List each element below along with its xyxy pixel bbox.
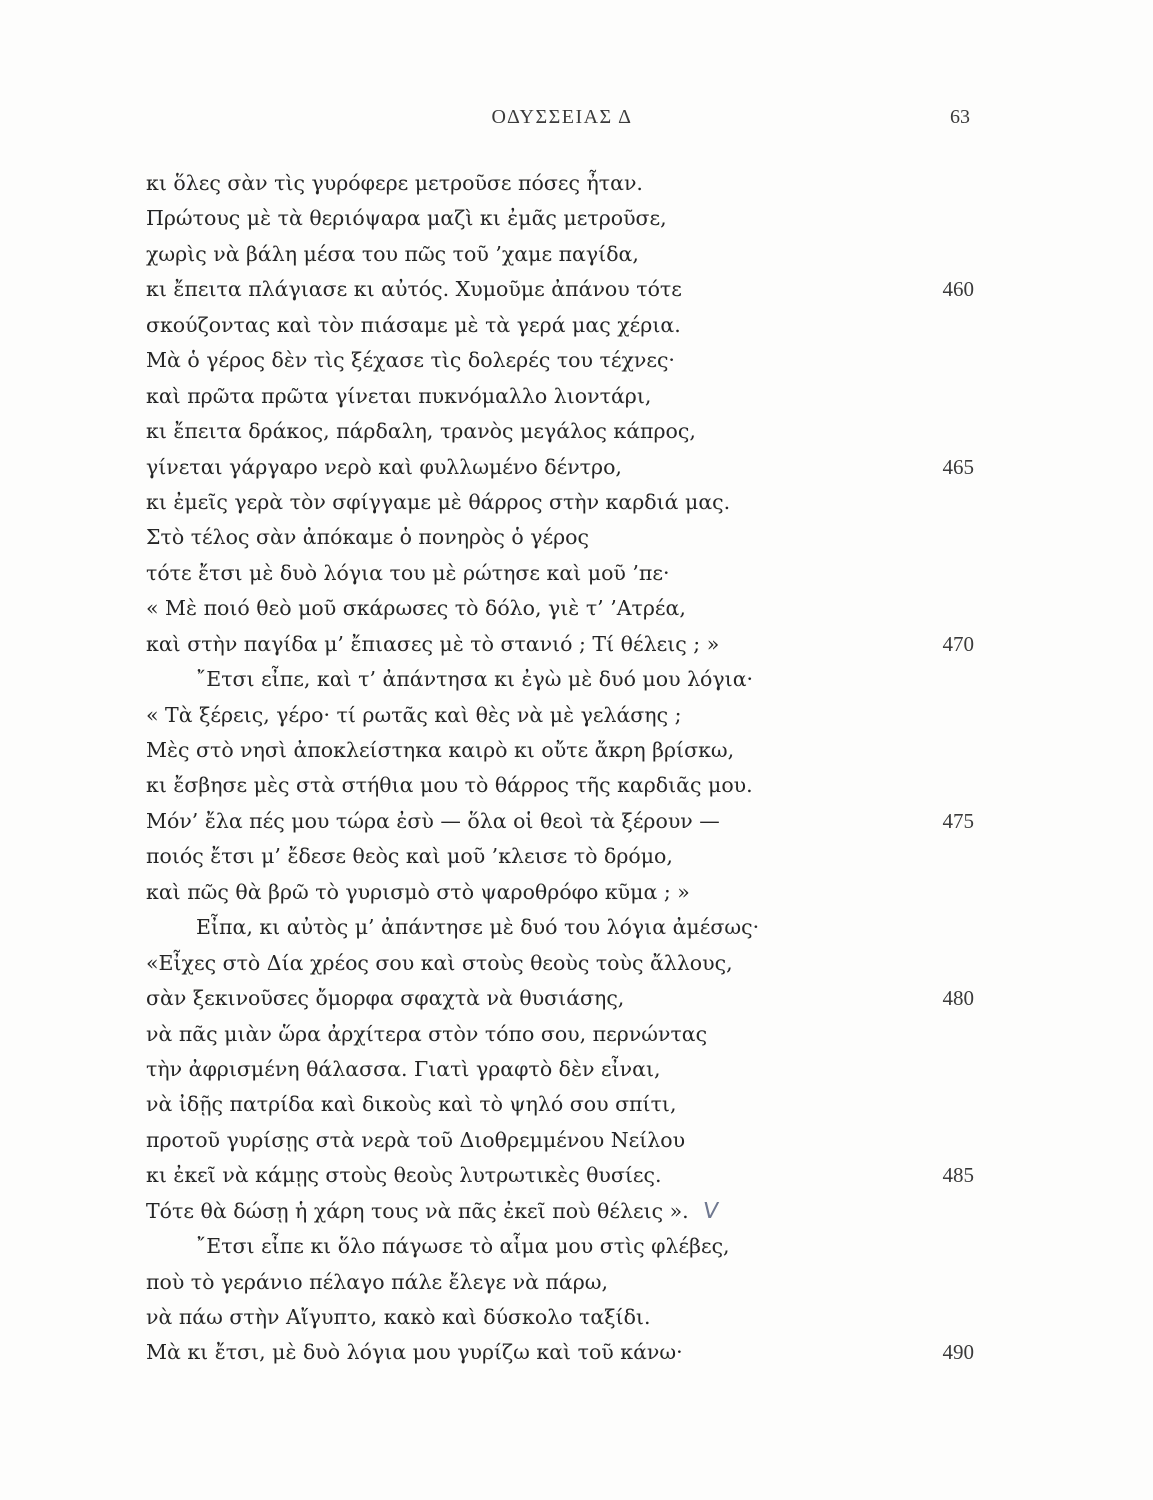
verse-text: τὴν ἀφρισμένη θάλασσα. Γιατὶ γραφτὸ δὲν εἶναι, — [146, 1056, 661, 1081]
verse-line — [146, 981, 976, 1016]
verse-text: κι ἐμεῖς γερὰ τὸν σφίγγαμε μὲ θάρρος στὴν καρδιά μας. — [146, 489, 731, 514]
verse-line — [146, 201, 976, 236]
verse-text: Τότε θὰ δώσῃ ἡ χάρη τους νὰ πᾶς ἐκεῖ ποὺ θέλεις ». — [146, 1198, 689, 1223]
verse-text: Εἶπα, κι αὐτὸς μ’ ἀπάντησε μὲ δυό του λόγια ἀμέσως· — [196, 915, 760, 940]
verse-line — [146, 839, 976, 874]
verse-line — [146, 1300, 976, 1335]
verse-text: νὰ ἰδῇς πατρίδα καὶ δικοὺς καὶ τὸ ψηλό σου σπίτι, — [146, 1092, 677, 1117]
verse-line — [146, 875, 976, 910]
verse-line — [146, 237, 976, 272]
verse-line — [146, 379, 976, 414]
verse-line — [146, 450, 976, 485]
verse-text: ῎Ετσι εἶπε, καὶ τ’ ἀπάντησα κι ἐγὼ μὲ δυό μου λόγια· — [196, 667, 754, 692]
verse-text: Μὰ ὁ γέρος δὲν τὶς ξέχασε τὶς δολερές του τέχνες· — [146, 348, 675, 373]
verse-number: 480 — [942, 986, 974, 1011]
verse-line — [146, 414, 976, 449]
verse-line — [146, 308, 976, 343]
verse-text: κι ἐκεῖ νὰ κάμῃς στοὺς θεοὺς λυτρωτικὲς θυσίες. — [146, 1163, 662, 1188]
verse-text: τότε ἔτσι μὲ δυὸ λόγια του μὲ ρώτησε καὶ μοῦ ’πε· — [146, 560, 670, 585]
verse-line — [146, 946, 976, 981]
verse-text: κι ἔπειτα δράκος, πάρδαλη, τρανὸς μεγάλος κάπρος, — [146, 419, 696, 444]
verse-line — [146, 272, 976, 307]
verse-text: χωρὶς νὰ βάλη μέσα του πῶς τοῦ ’χαμε παγίδα, — [146, 241, 639, 266]
verse-text: « Μὲ ποιό θεὸ μοῦ σκάρωσες τὸ δόλο, γιὲ τ’ ’Ατρέα, — [146, 596, 686, 621]
verse-text: « Τὰ ξέρεις, γέρο· τί ρωτᾶς καὶ θὲς νὰ μὲ γελάσης ; — [146, 702, 682, 727]
verse-line — [146, 343, 976, 378]
verse-line — [146, 804, 976, 839]
verse-line — [146, 166, 976, 201]
verse-line — [146, 733, 976, 768]
verse-number: 490 — [942, 1340, 974, 1365]
verse-text: γίνεται γάργαρο νερὸ καὶ φυλλωμένο δέντρο, — [146, 454, 622, 479]
verse-text: καὶ στὴν παγίδα μ’ ἔπιασες μὲ τὸ στανιό ; Τί θέλεις ; » — [146, 631, 720, 656]
verse-number: 470 — [942, 631, 974, 656]
verse-text: καὶ πῶς θὰ βρῶ τὸ γυρισμὸ στὸ ψαροθρόφο κῦμα ; » — [146, 879, 690, 904]
page-number: 63 — [950, 106, 970, 128]
verse-text: Στὸ τέλος σὰν ἀπόκαμε ὁ πονηρὸς ὁ γέρος — [146, 525, 589, 550]
verse-text: ποιός ἔτσι μ’ ἔδεσε θεὸς καὶ μοῦ ’κλεισε τὸ δρόμο, — [146, 844, 673, 869]
verse-line — [146, 591, 976, 626]
verse-text: νὰ πάω στὴν Αἴγυπτο, κακὸ καὶ δύσκολο ταξίδι. — [146, 1305, 651, 1329]
verse-line — [146, 1335, 976, 1370]
verse-line — [146, 1087, 976, 1122]
verse-text: Μὲς στὸ νησὶ ἀποκλείστηκα καιρὸ κι οὔτε ἄκρη βρίσκω, — [146, 738, 735, 762]
verse-line — [146, 627, 976, 662]
verse-line — [146, 1229, 976, 1264]
verse-number: 465 — [942, 454, 974, 479]
verse-line — [146, 910, 976, 945]
verse-line — [146, 1194, 976, 1229]
running-title: ΟΔΥΣΣΕΙΑΣ Δ — [491, 106, 633, 128]
handwritten-check-mark: V — [700, 1198, 720, 1224]
verse-text: «Εἶχες στὸ Δία χρέος σου καὶ στοὺς θεοὺς τοὺς ἄλλους, — [146, 950, 733, 975]
verse-text: Πρώτους μὲ τὰ θεριόψαρα μαζὶ κι ἐμᾶς μετροῦσε, — [146, 206, 667, 231]
verse-line — [146, 1017, 976, 1052]
verse-text: κι ἔπειτα πλάγιασε κι αὐτός. Χυμοῦμε ἀπάνου τότε — [146, 277, 682, 302]
verse-text: Μόν’ ἔλα πές μου τώρα ἐσὺ — ὅλα οἱ θεοὶ τὰ ξέρουν — — [146, 808, 720, 833]
verse-line — [146, 662, 976, 697]
verse-line — [146, 556, 976, 591]
verse-text: προτοῦ γυρίσῃς στὰ νερὰ τοῦ Διοθρεμμένου Νείλου — [146, 1127, 686, 1152]
verse-number: 460 — [942, 277, 974, 302]
verse-text: ποὺ τὸ γεράνιο πέλαγο πάλε ἔλεγε νὰ πάρω, — [146, 1269, 609, 1294]
running-head — [148, 106, 976, 136]
verse-line — [146, 698, 976, 733]
verse-text: ῎Ετσι εἶπε κι ὅλο πάγωσε τὸ αἷμα μου στὶς φλέβες, — [196, 1234, 730, 1259]
verse-text: νὰ πᾶς μιὰν ὥρα ἀρχίτερα στὸν τόπο σου, περνώντας — [146, 1021, 708, 1046]
verse-line — [146, 520, 976, 555]
verse-line — [146, 1158, 976, 1193]
poem-text — [146, 166, 976, 1371]
verse-line — [146, 485, 976, 520]
verse-number: 475 — [942, 808, 974, 833]
verse-line — [146, 1052, 976, 1087]
verse-line — [146, 1265, 976, 1300]
verse-text: Μὰ κι ἔτσι, μὲ δυὸ λόγια μου γυρίζω καὶ τοῦ κάνω· — [146, 1340, 683, 1365]
verse-text: καὶ πρῶτα πρῶτα γίνεται πυκνόμαλλο λιοντάρι, — [146, 383, 652, 408]
verse-number: 485 — [942, 1163, 974, 1188]
verse-line — [146, 1123, 976, 1158]
verse-text: κι ὅλες σὰν τὶς γυρόφερε μετροῦσε πόσες ἦταν. — [146, 171, 643, 195]
verse-text: σὰν ξεκινοῦσες ὄμορφα σφαχτὰ νὰ θυσιάσης, — [146, 986, 625, 1011]
verse-text: σκούζοντας καὶ τὸν πιάσαμε μὲ τὰ γερά μας χέρια. — [146, 312, 681, 337]
verse-text: κι ἔσβησε μὲς στὰ στήθια μου τὸ θάρρος τῆς καρδιᾶς μου. — [146, 773, 753, 798]
verse-line — [146, 768, 976, 803]
